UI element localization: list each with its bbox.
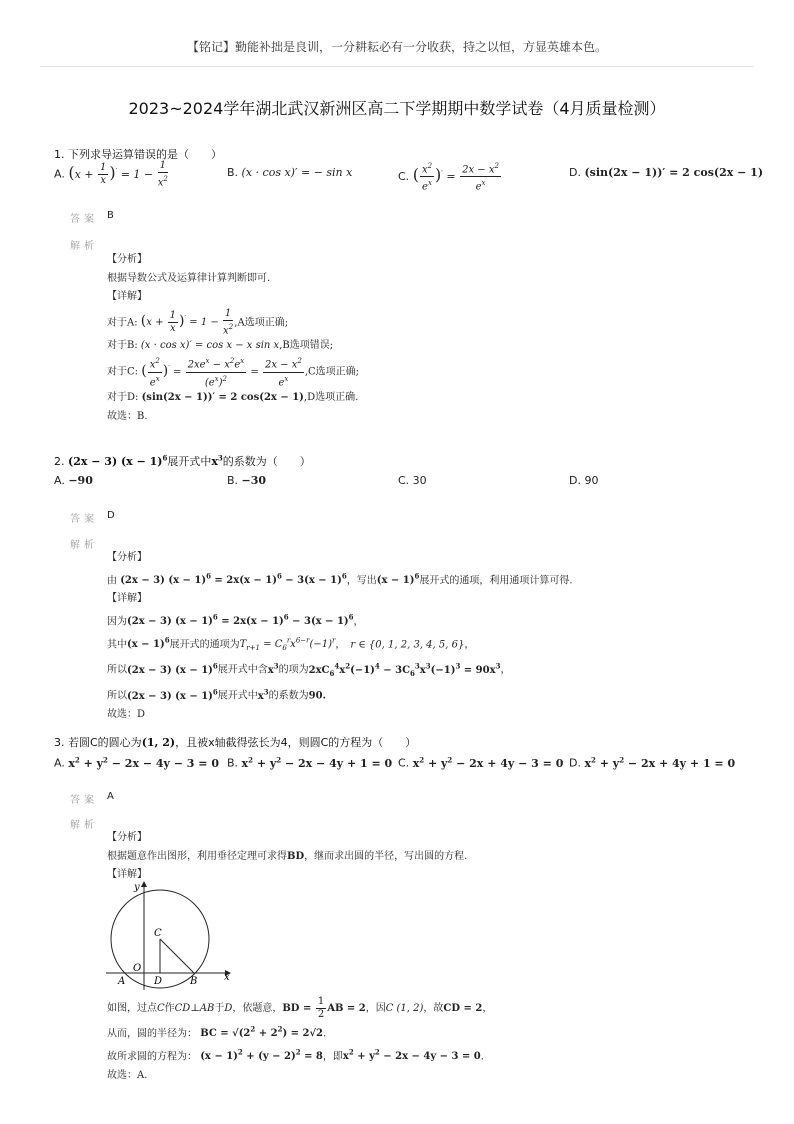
option-a-formula: (x + $\frac{1}{x}$ )′ = 1 − $\frac{1}{x^2}$ — [68, 160, 168, 189]
option-c[interactable]: C. 30 — [398, 474, 427, 487]
label-o: O — [133, 963, 142, 974]
option-d[interactable]: D. 90 — [569, 474, 599, 487]
answer-value: B — [107, 210, 114, 221]
option-b-formula: (x · cos x)′ = − sin x — [241, 166, 353, 179]
question-1-options — [54, 160, 764, 193]
circle-figure — [104, 876, 240, 992]
option-b[interactable]: B. $x^2 + y^2 - 2x - 4y + 1 = 0$ — [227, 755, 393, 770]
option-d-formula: (sin(2x − 1))′ = 2 cos(2x − 1) — [584, 166, 764, 179]
question-3-stem: 3. 若圆C的圆心为(1, 2)，且被x轴截得弦长为4，则圆C的方程为（ ） — [54, 736, 417, 749]
option-b[interactable]: B. −30 — [227, 474, 267, 487]
option-d[interactable]: D. (sin(2x − 1))′ = 2 cos(2x − 1) — [569, 166, 764, 179]
option-b[interactable]: B. (x · cos x)′ = − sin x — [227, 166, 353, 179]
question-2-options — [54, 474, 754, 490]
option-a[interactable]: A. −90 — [54, 474, 93, 487]
option-c-formula: ( $\frac{x^2}{e^x}$ )′ = $\frac{2x - x^2}{e^x}$ — [412, 162, 499, 193]
solution-2: 【分析】 由 (2x − 3) $(x - 1)^6 = 2x(x - 1)^6 - 3(x - 1)^6$，写出$(x - 1)^6$展开式的通项，利用通项计算可得. 【详解】 因为(2x − 3) $(x - 1)^6 = 2x(x - 1)^6 - 3(x - 1)^6$， 其中$(x - 1)^6$展开式的通项为$T_{r+1} = C_6^rx^{6-r}(-1)^r$， r ∈ {0, 1, 2, 3, 4, 5, 6}， 所以(2x − 3) $(x - 1)^6$展开式中含$x^3$的项为$2xC_6^4x^2(-1)^4 - 3C_6^3x^3(-1)^3 = 90x^3$， 所以(2x − 3) $(x - 1)^6$展开式中$x^3$的系数为90. 故选：D — [107, 552, 573, 721]
page-title: 2023~2024学年湖北武汉新洲区高二下学期期中数学试卷（4月质量检测） — [128, 99, 666, 118]
analysis-label: 解析 — [70, 820, 98, 831]
label-b: B — [190, 976, 198, 987]
solution-3-text-bottom: 如图，过点C作CD⊥AB于D，依题意，BD = $\frac{1}{2}$ AB = 2，因C (1, 2)，故CD = 2， 从而，圆的半径为： BC = $√(2^2 + 2^2) = 2√2$. 故所求圆的方程为： $(x - 1)^2 + (y - 2)^2 = 8$，即$x^2 + y^2 - 2x - 4y - 3 = 0$. 故选：A. — [107, 996, 493, 1081]
question-2-stem: 2. (2x − 3) $(x - 1)^6$展开式中$x^3$的系数为（ ） — [54, 453, 311, 468]
answer-value: D — [107, 510, 115, 521]
label-d: D — [154, 976, 163, 987]
label-a: A — [118, 976, 126, 987]
solution-1: 【分析】 根据导数公式及运算律计算判断即可. 【详解】 对于A: (x + $\frac{1}{x}$ )′ = 1 − $\frac{1}{x^2}$ ,A选项正确; 对于B: (x · cos x)′ = cos x − x sin x,B选项错误; 对于C: ( $\frac{x^2}{e^x}$ )′ = $\frac{2xe^x - x^2e^x}{(e^x)^2}$ = $\frac{2x - x^2}{e^x}$ ,C选项正确; 对于D: (sin(2x − 1))′ = 2 cos(2x − 1),D选项正确. 故选：B. — [107, 254, 360, 422]
answer-label: 答案 — [70, 214, 98, 225]
option-a[interactable]: A. (x + $\frac{1}{x}$ )′ = 1 − $\frac{1}{x^2}$ — [54, 160, 168, 189]
analysis-label: 解析 — [70, 540, 98, 551]
solution-3-text-top: 【分析】 根据题意作出图形，利用垂径定理可求得BD，继而求出圆的半径，写出圆的方程. 【详解】 — [107, 832, 468, 880]
motto: 【铭记】勤能补拙是良训，一分耕耘必有一分收获，持之以恒，方显英雄本色。 — [186, 40, 607, 54]
answer-label: 答案 — [70, 795, 98, 806]
analysis-label: 解析 — [70, 241, 98, 252]
label-x: x — [224, 972, 230, 983]
option-a[interactable]: A. $x^2 + y^2 - 2x - 4y - 3 = 0$ — [54, 755, 219, 770]
answer-value: A — [107, 791, 114, 802]
answer-label: 答案 — [70, 514, 98, 525]
divider — [40, 66, 754, 67]
option-c[interactable]: C. $x^2 + y^2 - 2x + 4y - 3 = 0$ — [398, 755, 564, 770]
label-c: C — [154, 928, 162, 939]
option-d[interactable]: D. $x^2 + y^2 - 2x + 4y + 1 = 0$ — [569, 755, 736, 770]
segment-cb — [160, 939, 194, 973]
question-3-options — [54, 755, 754, 771]
question-1-stem: 1. 下列求导运算错误的是（ ） — [54, 148, 222, 161]
option-c[interactable]: C. ( $\frac{x^2}{e^x}$ )′ = $\frac{2x - x^2}{e^x}$ — [398, 160, 502, 194]
label-y: y — [134, 882, 140, 893]
